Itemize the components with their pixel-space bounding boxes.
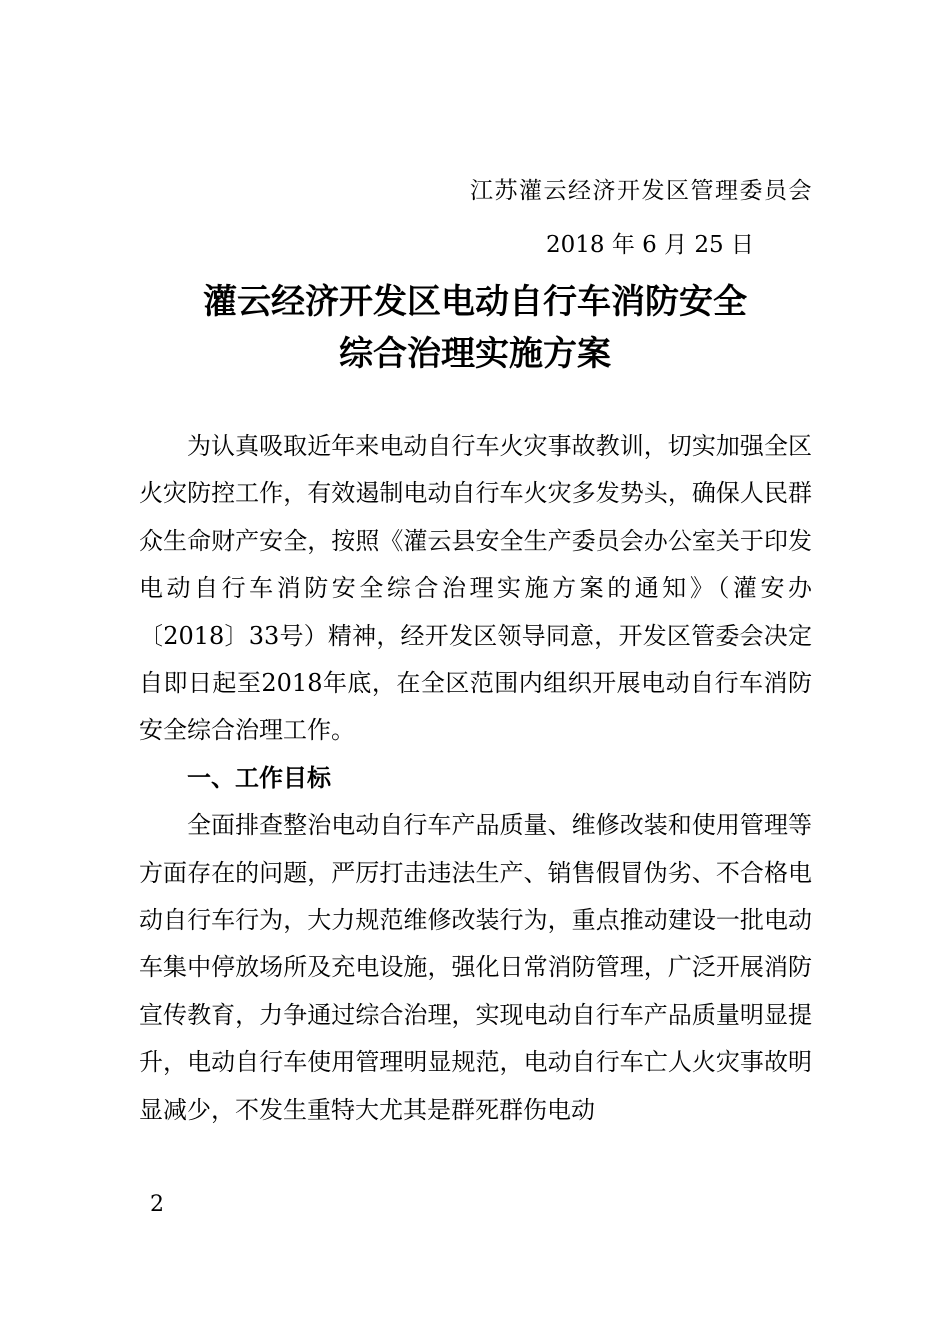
page-number: 2 bbox=[150, 1192, 164, 1217]
document-title-line-1: 灌云经济开发区电动自行车消防安全 bbox=[203, 282, 747, 322]
issue-date: 2018 年 6 月 25 日 bbox=[546, 232, 754, 258]
section-heading-work-goals: 一、工作目标 bbox=[187, 763, 331, 792]
issuing-organization: 江苏灌云经济开发区管理委员会 bbox=[470, 178, 813, 204]
document-title-line-2: 综合治理实施方案 bbox=[339, 334, 611, 374]
document-body bbox=[139, 423, 812, 1134]
intro-paragraph: 为认真吸取近年来电动自行车火灾事故教训，切实加强全区火灾防控工作，有效遏制电动自行车火灾多发势头，确保人民群众生命财产安全，按照《灌云县安全生产委员会办公室关于印发电动自行车消防安全综合治理实施方案的通知》（灌安办〔2018〕33号）精神，经开发区领导同意，开发区管委会决定自即日起至2018年底，在全区范围内组织开展电动自行车消防安全综合治理工作。 bbox=[139, 432, 812, 745]
section-paragraph-work-goals: 全面排查整治电动自行车产品质量、维修改装和使用管理等方面存在的问题，严厉打击违法生产、销售假冒伪劣、不合格电动自行车行为，大力规范维修改装行为，重点推动建设一批电动车集中停放场所及充电设施，强化日常消防管理，广泛开展消防宣传教育，力争通过综合治理，实现电动自行车产品质量明显提升，电动自行车使用管理明显规范，电动自行车亡人火灾事故明显减少，不发生重特大尤其是群死群伤电动 bbox=[139, 811, 812, 1124]
